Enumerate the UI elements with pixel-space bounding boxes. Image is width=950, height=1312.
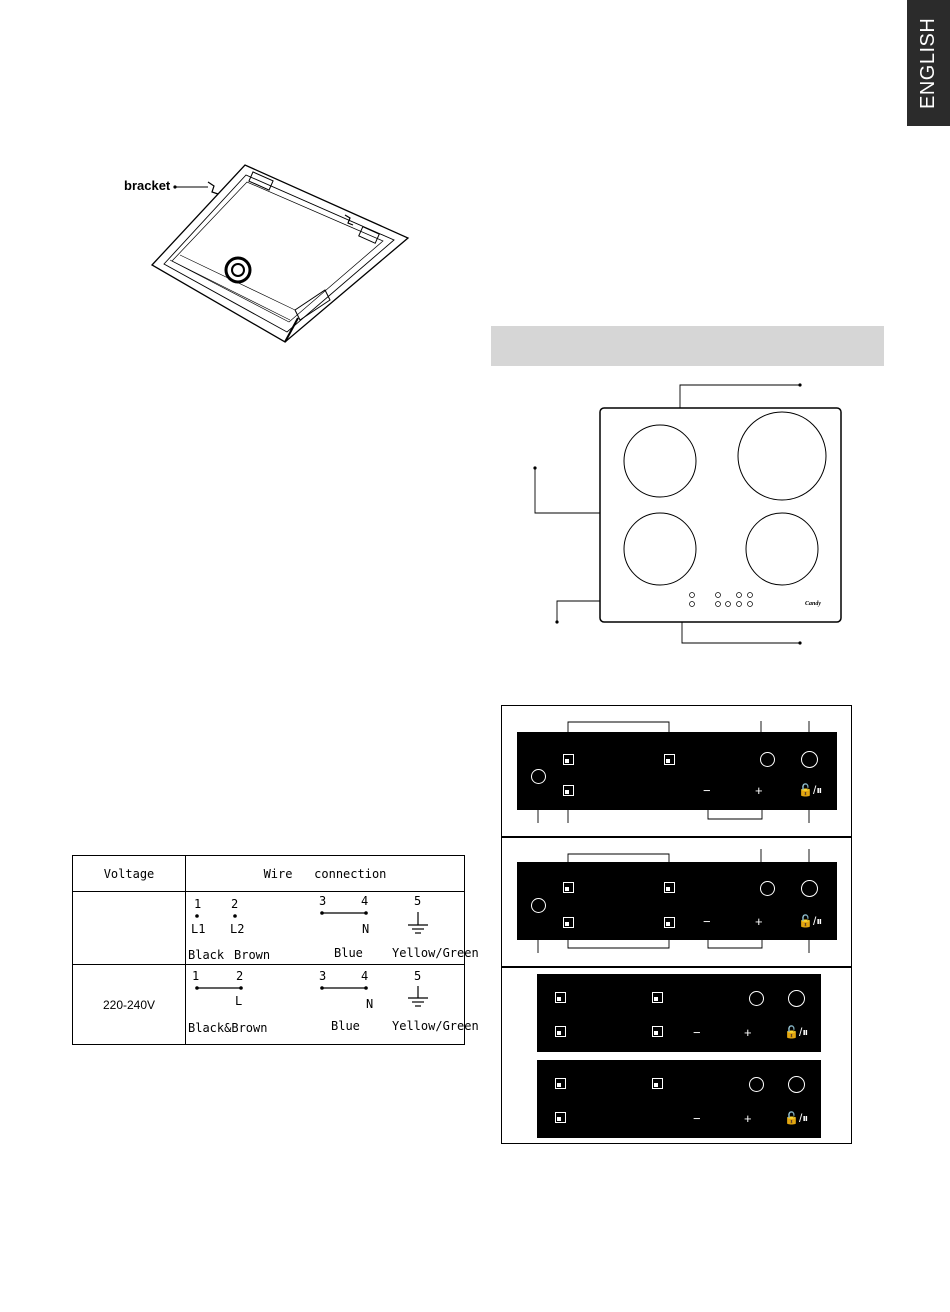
- zone-select-icon[interactable]: [563, 882, 574, 893]
- zone-select-icon[interactable]: [652, 992, 663, 1003]
- power-icon[interactable]: [788, 990, 805, 1007]
- power-icon[interactable]: [801, 880, 818, 897]
- zone-select-icon[interactable]: [652, 1078, 663, 1089]
- control-panel-a: [517, 732, 837, 810]
- timer-icon[interactable]: [760, 881, 775, 896]
- wire-connection-table: [72, 855, 479, 1045]
- zone-select-icon[interactable]: [555, 1112, 566, 1123]
- plus-button[interactable]: +: [755, 914, 763, 929]
- row1-color-blue: Blue: [334, 946, 363, 960]
- timer-icon[interactable]: [749, 991, 764, 1006]
- row2-term-4: 4: [361, 969, 369, 983]
- bracket-label: bracket: [124, 178, 171, 193]
- timer-icon[interactable]: [749, 1077, 764, 1092]
- row2-voltage: 220-240V: [102, 997, 156, 1012]
- row1-term-2: 2: [231, 897, 239, 911]
- row2-term-2: 2: [236, 969, 244, 983]
- power-icon[interactable]: [788, 1076, 805, 1093]
- row2-color-blue: Blue: [331, 1019, 360, 1033]
- pause-key-icon[interactable]: [531, 898, 546, 913]
- minus-button[interactable]: −: [703, 914, 711, 929]
- leader-line-bottom: [682, 622, 800, 643]
- row1-color-earth: Yellow/Green: [392, 946, 479, 960]
- hob-underside-illustration: [150, 160, 410, 345]
- zone-select-icon[interactable]: [563, 917, 574, 928]
- language-tab: [907, 0, 950, 126]
- control-panel-d: [537, 1060, 821, 1138]
- lock-icon[interactable]: 🔓/⏸: [798, 783, 823, 797]
- zone-select-icon[interactable]: [563, 754, 574, 765]
- row2-voltage-cell: [73, 965, 186, 1045]
- row1-term-1: 1: [194, 897, 202, 911]
- header-connection-cell: [186, 856, 465, 892]
- row1-l2: L2: [230, 922, 245, 936]
- row1-connection-cell: [186, 892, 479, 965]
- pause-key-icon[interactable]: [531, 769, 546, 784]
- lock-icon[interactable]: 🔓/⏸: [784, 1025, 809, 1039]
- earth-icon: [408, 912, 428, 933]
- brand-logo: Candy: [805, 601, 822, 607]
- glass-surface: [600, 408, 841, 622]
- timer-icon[interactable]: [760, 752, 775, 767]
- zone-select-icon[interactable]: [664, 882, 675, 893]
- zone-select-icon[interactable]: [563, 785, 574, 796]
- row1-term-4: 4: [361, 894, 369, 908]
- row2-l: L: [235, 994, 243, 1008]
- header-connection: Wire connection: [263, 866, 387, 881]
- row1-n: N: [362, 922, 370, 936]
- row2-term-3: 3: [319, 969, 327, 983]
- header-voltage-cell: [73, 856, 186, 892]
- lock-icon[interactable]: 🔓/⏸: [798, 914, 823, 928]
- language-tab-label: ENGLISH: [917, 17, 939, 109]
- row1-voltage-cell: [73, 892, 186, 965]
- plus-button[interactable]: +: [755, 783, 763, 798]
- minus-button[interactable]: −: [693, 1111, 701, 1126]
- row2-color-earth: Yellow/Green: [392, 1019, 479, 1033]
- row1-term-3: 3: [319, 894, 327, 908]
- row2-n: N: [366, 997, 374, 1011]
- hob-top-view-diagram: [520, 378, 850, 653]
- row1-color-brown: Brown: [234, 948, 271, 962]
- row2-color-black-brown: Black&Brown: [188, 1021, 268, 1035]
- row1-l1: L1: [191, 922, 206, 936]
- header-voltage: Voltage: [103, 866, 155, 881]
- zone-select-icon[interactable]: [555, 1026, 566, 1037]
- minus-button[interactable]: −: [693, 1025, 701, 1040]
- zone-select-icon[interactable]: [652, 1026, 663, 1037]
- earth-icon: [408, 986, 428, 1006]
- lock-icon[interactable]: 🔓/⏸: [784, 1111, 809, 1125]
- zone-select-icon[interactable]: [555, 992, 566, 1003]
- zone-select-icon[interactable]: [555, 1078, 566, 1089]
- minus-button[interactable]: −: [703, 783, 711, 798]
- section-header-bar: [491, 326, 884, 366]
- row2-term-1: 1: [192, 969, 200, 983]
- leader-line-top: [680, 385, 800, 408]
- plus-button[interactable]: +: [744, 1025, 752, 1040]
- power-icon[interactable]: [801, 751, 818, 768]
- row1-color-black: Black: [188, 948, 225, 962]
- row2-term-5: 5: [414, 969, 422, 983]
- zone-select-icon[interactable]: [664, 917, 675, 928]
- control-panel-c: [537, 974, 821, 1052]
- zone-select-icon[interactable]: [664, 754, 675, 765]
- row1-term-5: 5: [414, 894, 422, 908]
- row2-connection-cell: [186, 965, 479, 1045]
- plus-button[interactable]: +: [744, 1111, 752, 1126]
- control-panel-b: [517, 862, 837, 940]
